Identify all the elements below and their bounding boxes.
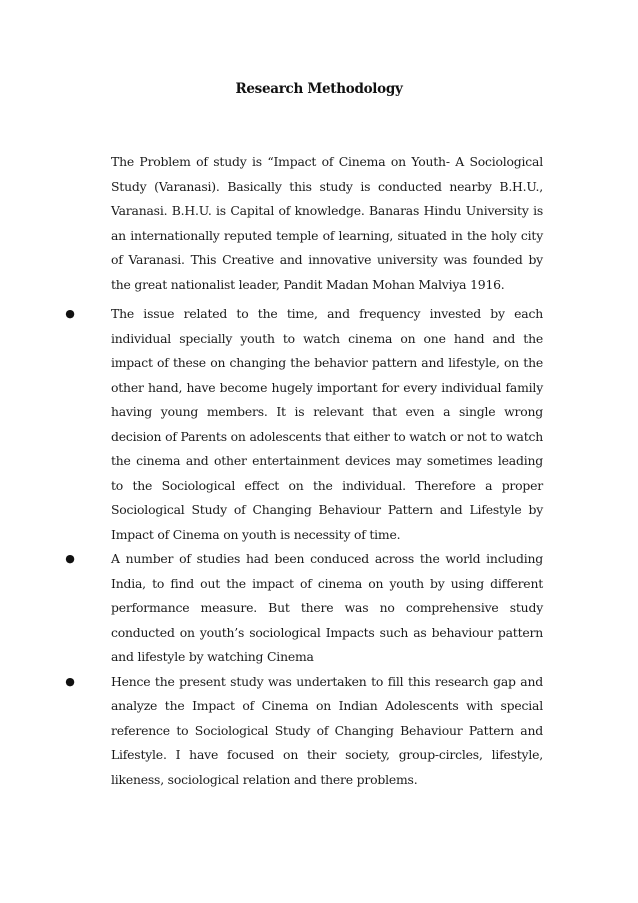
bullet-icon: ● xyxy=(65,552,75,565)
bullet-text: Hence the present study was undertaken to fill this research gap and analyze the Impact of Cinema on Indian Adolescents with special reference to Sociological Study of Changing Behaviour Pattern and Lifestyle. I have focused on their society, group-circles, lifestyle, likeness, sociological relation and there problems. xyxy=(111,673,543,787)
list-item xyxy=(65,302,543,547)
bullet-icon: ● xyxy=(65,674,75,688)
intro-paragraph: The Problem of study is “Impact of Cinema on Youth- A Sociological Study (Varanasi). Basically this study is conducted nearby B.H.U., Varanasi. B.H.U. is Capital of knowledge. Banaras Hindu University is an internationally reputed temple of learning, situated in the holy city of Varanasi. This Creative and innovative university was founded by the great nationalist leader, Pandit Madan Mohan Malviya 1916. xyxy=(111,154,543,292)
bullet-icon: ● xyxy=(65,307,75,320)
list-item xyxy=(65,670,543,793)
bullet-text: A number of studies had been conduced across the world including India, to find out the impact of cinema on youth by using different performance measure. But there was no comprehensive study conducted on youth’s sociological Impacts such as behaviour pattern and lifestyle by watching Cinema xyxy=(111,551,543,664)
page-title: Research Methodology xyxy=(235,81,403,97)
bullet-text: The issue related to the time, and frequency invested by each individual specially youth to watch cinema on one hand and the impact of these on changing the behavior pattern and lifestyle, on the other hand, have become hugely important for every individual family having young members. It is relevant that even a single wrong decision of Parents on adolescents that either to watch or not to watch the cinema and other entertainment devices may sometimes leading to the Sociological effect on the individual. Therefore a proper Sociological Study of Changing Behaviour Pattern and Lifestyle by Impact of Cinema on youth is necessity of time. xyxy=(111,306,543,542)
list-item xyxy=(65,547,543,670)
bullet-list xyxy=(65,302,543,792)
